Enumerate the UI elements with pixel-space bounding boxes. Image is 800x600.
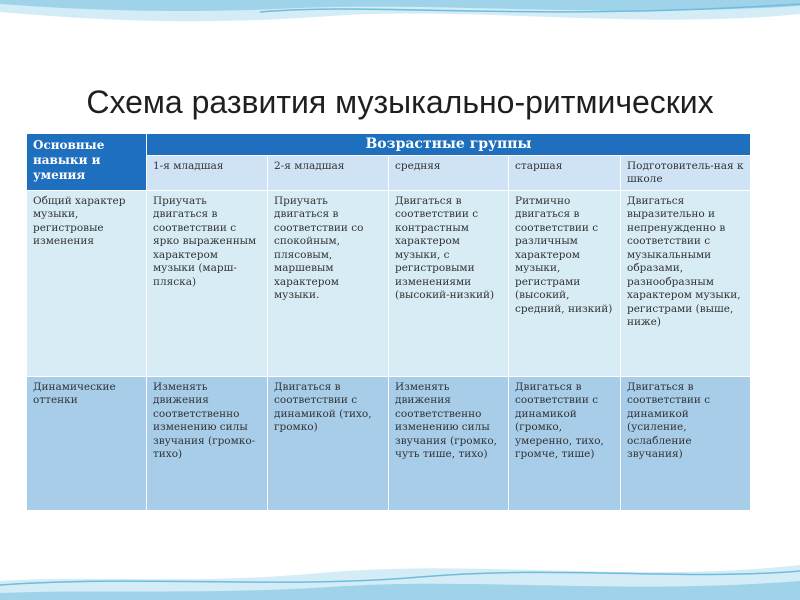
age-groups-header: Возрастные группы bbox=[147, 134, 751, 156]
column-header-preparatory: Подготовитель-ная к школе bbox=[621, 155, 751, 190]
table-row bbox=[27, 190, 751, 376]
corner-header: Основные навыки и умения bbox=[27, 134, 147, 191]
table-cell: Ритмично двигаться в соответствии с различным характером музыки, регистрами (высокий, средний, низкий) bbox=[509, 190, 621, 376]
column-header-junior-2: 2-я младшая bbox=[268, 155, 389, 190]
table-cell: Изменять движения соответственно изменению силы звучания (громко-тихо) bbox=[147, 376, 268, 510]
row-skill-label: Динамические оттенки bbox=[27, 376, 147, 510]
slide-title: Схема развития музыкально-ритмических bbox=[86, 84, 714, 120]
header-row bbox=[27, 134, 751, 156]
table-cell: Приучать двигаться в соответствии с ярко выраженным характером музыки (марш-пляска) bbox=[147, 190, 268, 376]
table-cell: Двигаться в соответствии с динамикой (громко, умеренно, тихо, громче, тише) bbox=[509, 376, 621, 510]
decorative-bottom-wave bbox=[0, 545, 800, 600]
table-cell: Двигаться в соответствии с динамикой (тихо, громко) bbox=[268, 376, 389, 510]
table-cell: Двигаться выразительно и непренужденно в соответствии с музыкальными образами, разнообразным характером музыки, регистрами (выше, ниже) bbox=[621, 190, 751, 376]
table-cell: Двигаться в соответствии с динамикой (усиление, ослабление звучания) bbox=[621, 376, 751, 510]
decorative-top-wave bbox=[0, 0, 800, 60]
table-cell: Приучать двигаться в соответствии со спокойным, плясовым, маршевым характером музыки. bbox=[268, 190, 389, 376]
column-header-junior-1: 1-я младшая bbox=[147, 155, 268, 190]
table-row bbox=[27, 376, 751, 510]
table-cell: Двигаться в соответствии с контрастным характером музыки, с регистровыми изменениями (высокий-низкий) bbox=[389, 190, 509, 376]
column-header-senior: старшая bbox=[509, 155, 621, 190]
skills-table bbox=[26, 133, 751, 511]
row-skill-label: Общий характер музыки, регистровые изменения bbox=[27, 190, 147, 376]
table-cell: Изменять движения соответственно изменению силы звучания (громко, чуть тише, тихо) bbox=[389, 376, 509, 510]
column-header-middle: средняя bbox=[389, 155, 509, 190]
